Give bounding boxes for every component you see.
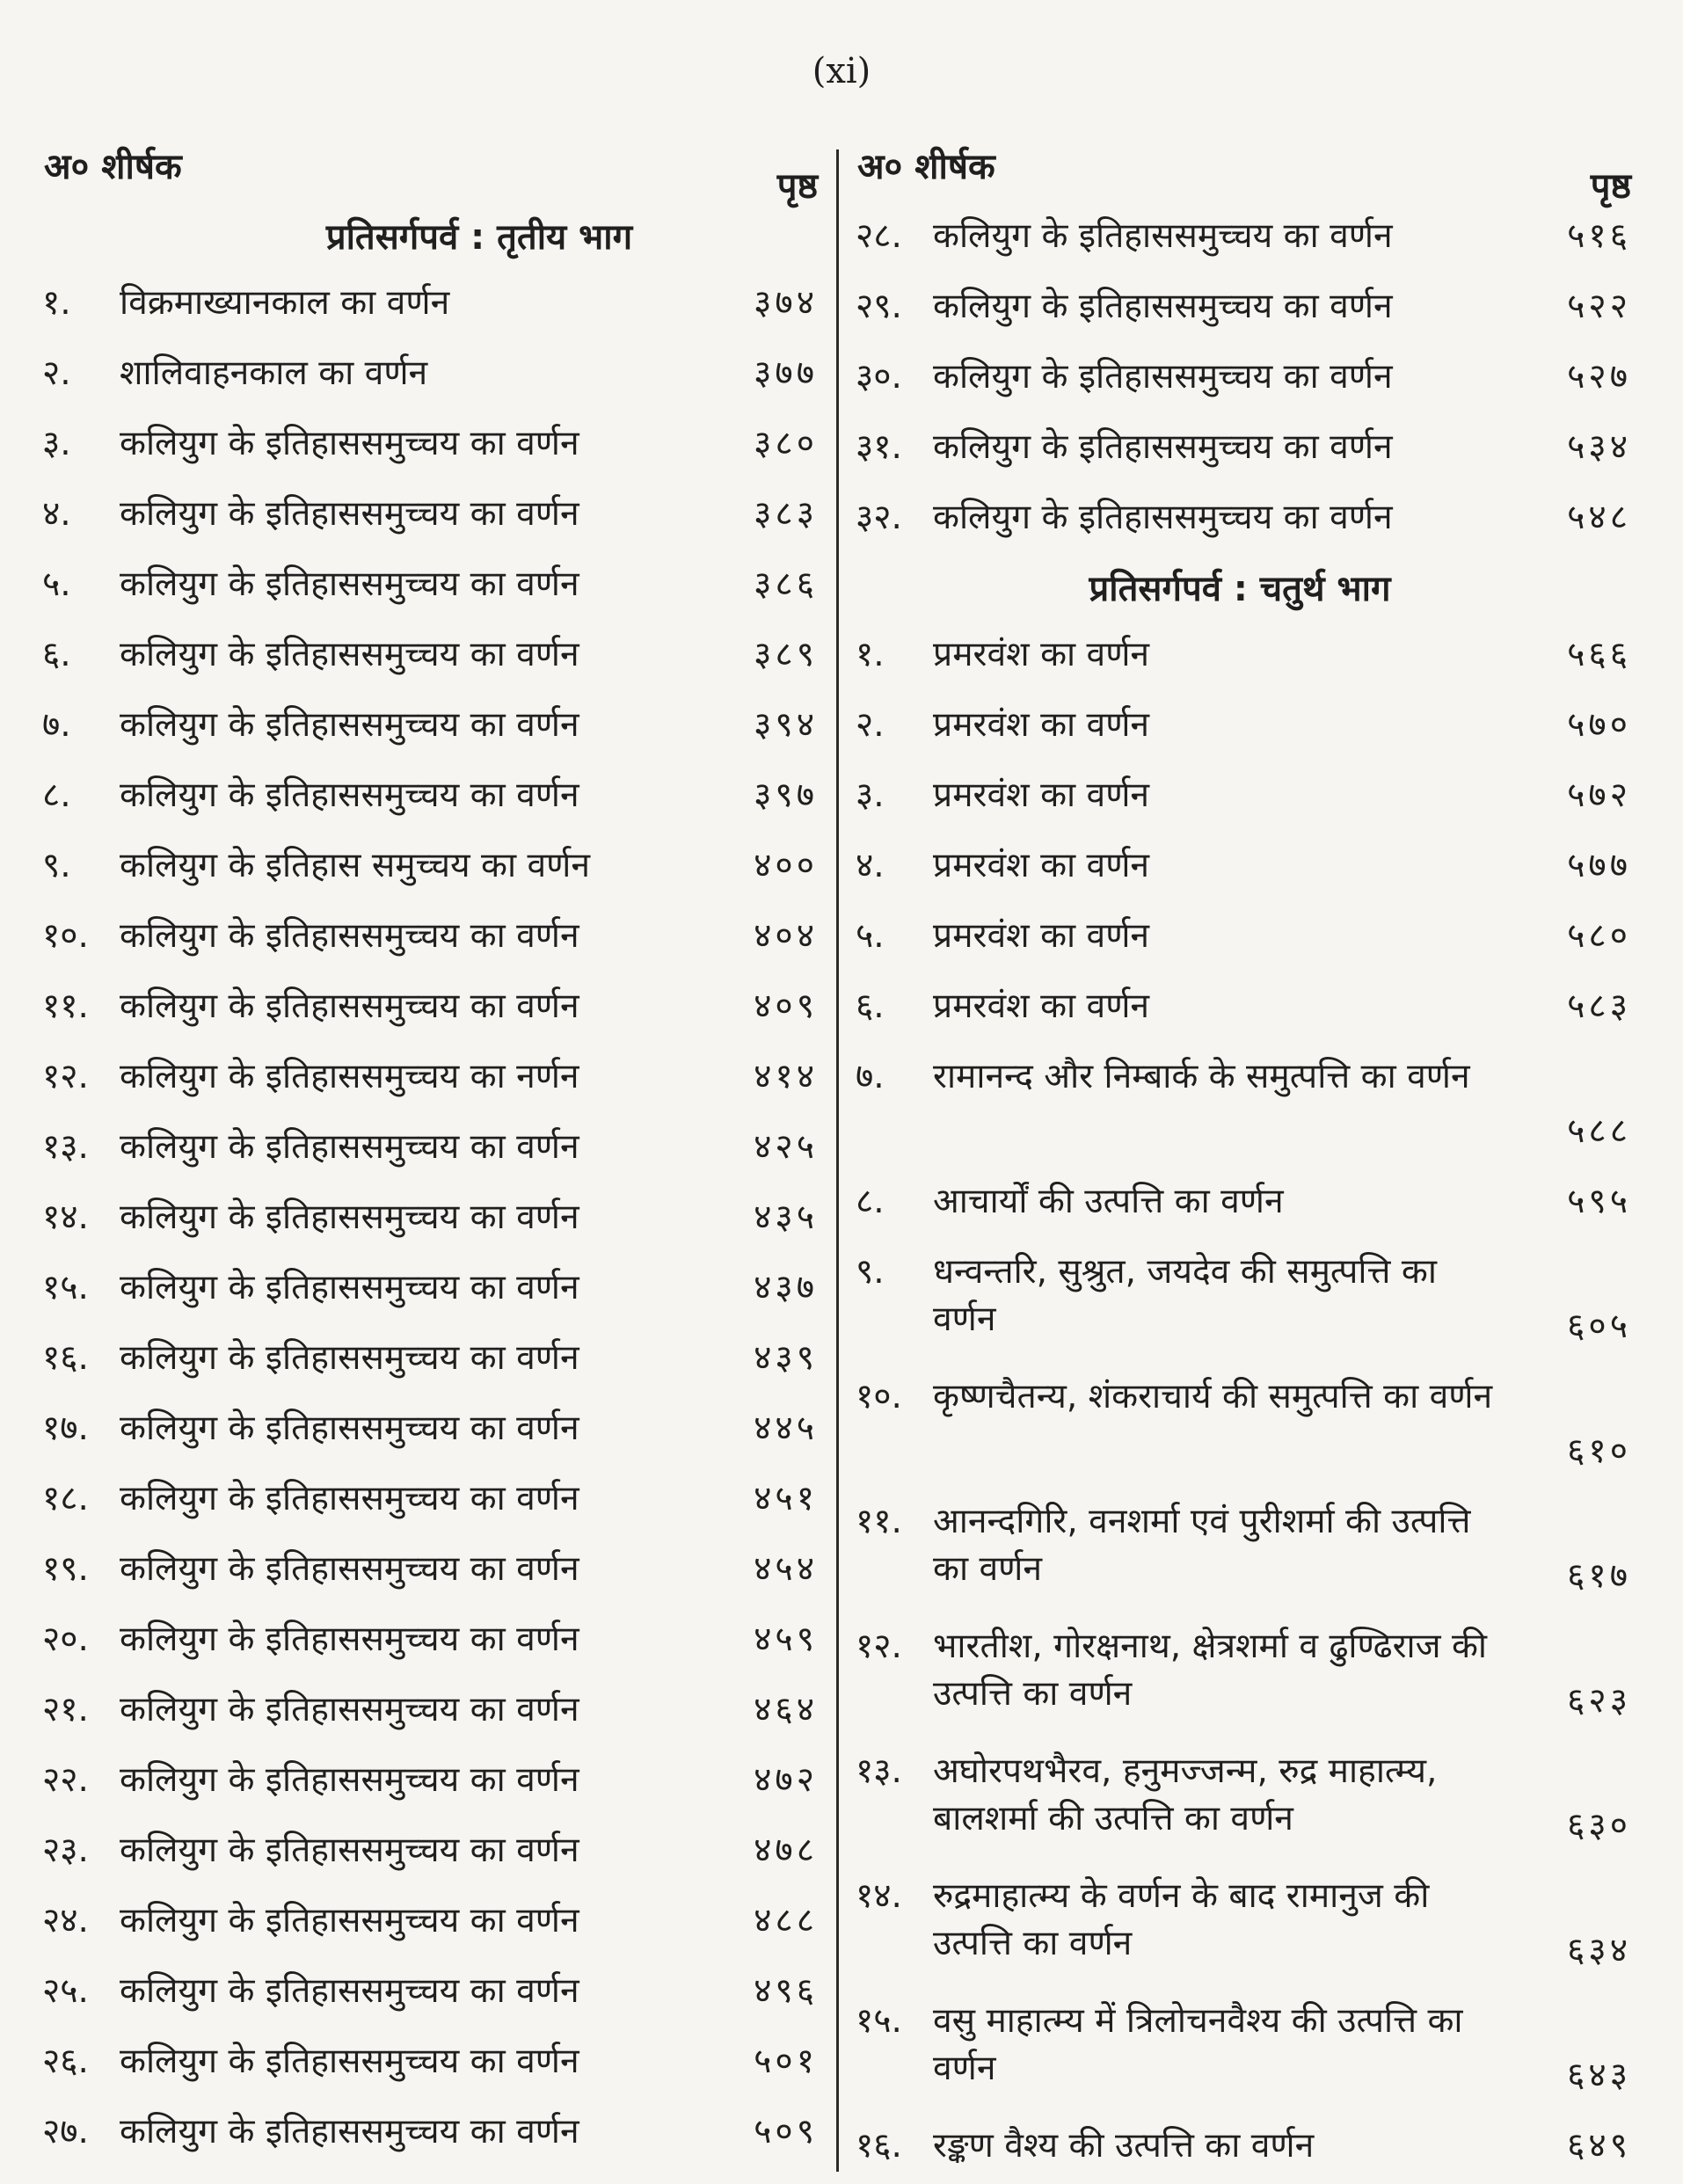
entry-number: ७. bbox=[42, 705, 71, 745]
entry-number: ३. bbox=[42, 424, 71, 463]
column-header bbox=[849, 141, 1631, 207]
toc-entry bbox=[849, 204, 1631, 274]
entry-number: ३. bbox=[856, 775, 885, 815]
entry-number: १६. bbox=[42, 1338, 89, 1378]
entry-title: कलियुग के इतिहाससमुच्चय का नर्णन bbox=[120, 1057, 579, 1096]
entry-number: १९. bbox=[42, 1549, 89, 1589]
entry-page: ५७२ bbox=[1567, 775, 1631, 815]
entry-title: आचार्यों की उत्पत्ति का वर्णन bbox=[933, 1182, 1284, 1221]
toc-entry bbox=[849, 693, 1631, 763]
entry-page: ४५१ bbox=[754, 1479, 818, 1518]
entry-page: ५८० bbox=[1567, 916, 1631, 956]
entry-number: ११. bbox=[42, 986, 89, 1026]
entry-title: प्रमरवंश का वर्णन bbox=[933, 635, 1150, 674]
entry-page: ३८९ bbox=[754, 635, 818, 674]
entry-number: ६. bbox=[856, 986, 885, 1026]
entry-title: कलियुग के इतिहाससमुच्चय का वर्णन bbox=[120, 986, 579, 1026]
entry-title: आनन्दगिरि, वनशर्मा एवं पुरीशर्मा की उत्पत्ति का वर्णन bbox=[933, 1502, 1471, 1589]
entry-number: २२. bbox=[42, 1760, 89, 1800]
entry-number: २. bbox=[856, 705, 885, 745]
entry-page: ५२२ bbox=[1567, 287, 1631, 326]
entry-number: ९. bbox=[42, 846, 71, 885]
entry-number: २४. bbox=[42, 1901, 89, 1940]
entry-number: २१. bbox=[42, 1690, 89, 1729]
toc-entry bbox=[35, 411, 818, 482]
section-title: प्रतिसर्गपर्व : चतुर्थ भाग bbox=[1089, 569, 1391, 609]
entry-number: ४. bbox=[42, 494, 71, 534]
entry-page: ५९५ bbox=[1567, 1182, 1631, 1221]
toc-entry bbox=[35, 341, 818, 411]
entry-page: ५८३ bbox=[1567, 986, 1631, 1026]
entry-title: कलियुग के इतिहाससमुच्चय का वर्णन bbox=[120, 2042, 579, 2081]
entry-page: ६१० bbox=[1567, 1431, 1631, 1471]
entry-title: रङ्कण वैश्य की उत्पत्ति का वर्णन bbox=[933, 2126, 1315, 2166]
entry-title: कलियुग के इतिहाससमुच्चय का वर्णन bbox=[120, 494, 579, 534]
toc-entries bbox=[35, 271, 818, 2170]
entry-title: कलियुग के इतिहाससमुच्चय का वर्णन bbox=[120, 1549, 579, 1589]
entry-title: रुद्रमाहात्म्य के वर्णन के बाद रामानुज की उत्पत्ति का वर्णन bbox=[933, 1876, 1430, 1963]
entry-page: ५२७ bbox=[1567, 357, 1631, 397]
entry-number: ३१. bbox=[856, 427, 902, 467]
toc-entry bbox=[35, 1256, 818, 1326]
entry-title: कलियुग के इतिहाससमुच्चय का वर्णन bbox=[120, 1690, 579, 1729]
entry-number: १५. bbox=[856, 2001, 902, 2041]
entry-title: कलियुग के इतिहाससमुच्चय का वर्णन bbox=[120, 1479, 579, 1518]
toc-entry bbox=[35, 1185, 818, 1256]
entry-page: ४७८ bbox=[754, 1831, 818, 1870]
entry-title: कलियुग के इतिहाससमुच्चय का वर्णन bbox=[120, 1901, 579, 1940]
entry-page: ६१७ bbox=[1567, 1556, 1631, 1596]
entry-title: कलियुग के इतिहाससमुच्चय का वर्णन bbox=[120, 635, 579, 674]
column-divider bbox=[836, 149, 839, 2172]
toc-right-column bbox=[849, 141, 1631, 2184]
toc-entry bbox=[849, 1864, 1631, 1989]
section-title: प्रतिसर्गपर्व : तृतीय भाग bbox=[325, 217, 633, 258]
entry-title: रामानन्द और निम्बार्क के समुत्पत्ति का वर्णन bbox=[933, 1057, 1470, 1096]
toc-entry bbox=[35, 693, 818, 763]
entry-title: कलियुग के इतिहाससमुच्चय का वर्णन bbox=[933, 287, 1393, 326]
entry-number: २७. bbox=[42, 2112, 89, 2151]
entry-page: ४०९ bbox=[754, 986, 818, 1026]
entry-number: ८. bbox=[42, 775, 71, 815]
entry-number: २९. bbox=[856, 287, 902, 326]
entry-page: ४३७ bbox=[754, 1268, 818, 1307]
toc-entry bbox=[35, 763, 818, 834]
toc-entry bbox=[35, 1326, 818, 1396]
entry-number: २३. bbox=[42, 1831, 89, 1870]
entry-number: ९. bbox=[856, 1252, 885, 1292]
entry-page: ४१४ bbox=[754, 1057, 818, 1096]
page-heading: पृष्ठ bbox=[1590, 166, 1631, 207]
entry-number: १७. bbox=[42, 1409, 89, 1448]
toc-entry bbox=[35, 622, 818, 693]
entry-page: ४७२ bbox=[754, 1760, 818, 1800]
entry-title: कलियुग के इतिहाससमुच्चय का वर्णन bbox=[120, 564, 579, 604]
toc-entry bbox=[35, 1748, 818, 1818]
entry-number: २६. bbox=[42, 2042, 89, 2081]
entry-page: ३७४ bbox=[754, 283, 818, 323]
entry-page: ३८० bbox=[754, 424, 818, 463]
entry-page: ४९६ bbox=[754, 1971, 818, 2011]
toc-entry bbox=[35, 552, 818, 622]
entry-page: ३८३ bbox=[754, 494, 818, 534]
entry-title: कलियुग के इतिहाससमुच्चय का वर्णन bbox=[120, 1198, 579, 1237]
entry-title: कलियुग के इतिहास समुच्चय का वर्णन bbox=[120, 846, 591, 885]
entry-number: १६. bbox=[856, 2126, 902, 2166]
entry-number: ११. bbox=[856, 1502, 902, 1541]
entry-title: प्रमरवंश का वर्णन bbox=[933, 705, 1150, 745]
entry-title: कलियुग के इतिहाससमुच्चय का वर्णन bbox=[120, 1409, 579, 1448]
entry-number: ३०. bbox=[856, 357, 902, 397]
toc-entry bbox=[849, 1169, 1631, 1240]
toc-entry bbox=[849, 834, 1631, 904]
toc-entry bbox=[849, 274, 1631, 345]
entry-title: प्रमरवंश का वर्णन bbox=[933, 916, 1150, 956]
page-number: (xi) bbox=[812, 51, 871, 91]
toc-entry bbox=[849, 1240, 1631, 1365]
toc-entry bbox=[849, 1614, 1631, 1739]
entry-page: ६३४ bbox=[1567, 1931, 1631, 1970]
entry-number: २५. bbox=[42, 1971, 89, 2011]
entry-title: कलियुग के इतिहाससमुच्चय का वर्णन bbox=[120, 1971, 579, 2011]
entry-number: १३. bbox=[42, 1127, 89, 1167]
toc-entry bbox=[849, 904, 1631, 974]
toc-entry bbox=[35, 834, 818, 904]
entry-number: १५. bbox=[42, 1268, 89, 1307]
toc-entry bbox=[35, 482, 818, 552]
entry-number: ६. bbox=[42, 635, 71, 674]
toc-entry bbox=[849, 763, 1631, 834]
entry-page: ५७० bbox=[1567, 705, 1631, 745]
entry-number: १०. bbox=[42, 916, 89, 956]
entry-title: कलियुग के इतिहाससमुच्चय का वर्णन bbox=[933, 498, 1393, 537]
toc-left-column bbox=[35, 141, 818, 2170]
toc-entry bbox=[35, 1396, 818, 1467]
toc-entry bbox=[35, 1045, 818, 1115]
toc-entry bbox=[849, 345, 1631, 415]
entry-number: ५. bbox=[856, 916, 885, 956]
entry-title: कलियुग के इतिहाससमुच्चय का वर्णन bbox=[933, 427, 1393, 467]
entry-page: ४२५ bbox=[754, 1127, 818, 1167]
toc-entry bbox=[35, 1115, 818, 1185]
chapter-title-heading: अ० शीर्षक bbox=[857, 147, 995, 187]
entry-page: ६३० bbox=[1567, 1806, 1631, 1845]
entry-title: कलियुग के इतिहाससमुच्चय का वर्णन bbox=[120, 705, 579, 745]
entry-page: ३९७ bbox=[754, 775, 818, 815]
toc-entry bbox=[35, 271, 818, 341]
entry-page: ५०९ bbox=[754, 2112, 818, 2151]
toc-entry bbox=[849, 1365, 1631, 1489]
entry-page: ४८८ bbox=[754, 1901, 818, 1940]
entry-page: ६४३ bbox=[1567, 2056, 1631, 2095]
entry-title: कलियुग के इतिहाससमुच्चय का वर्णन bbox=[120, 1268, 579, 1307]
toc-entry bbox=[849, 1989, 1631, 2114]
entry-title: कलियुग के इतिहाससमुच्चय का वर्णन bbox=[120, 1127, 579, 1167]
entry-number: ४. bbox=[856, 846, 885, 885]
entry-number: १८. bbox=[42, 1479, 89, 1518]
entry-title: कलियुग के इतिहाससमुच्चय का वर्णन bbox=[120, 2112, 579, 2151]
toc-entry bbox=[35, 904, 818, 974]
entry-number: ७. bbox=[856, 1057, 885, 1096]
entry-title: कलियुग के इतिहाससमुच्चय का वर्णन bbox=[120, 916, 579, 956]
entry-number: १. bbox=[856, 635, 885, 674]
entry-number: १४. bbox=[856, 1876, 902, 1916]
toc-entry bbox=[849, 974, 1631, 1045]
entry-page: ५८८ bbox=[1567, 1111, 1631, 1151]
entry-number: २०. bbox=[42, 1620, 89, 1659]
entry-page: ४३५ bbox=[754, 1198, 818, 1237]
entry-title: कलियुग के इतिहाससमुच्चय का वर्णन bbox=[933, 357, 1393, 397]
entry-number: १३. bbox=[856, 1751, 902, 1791]
entry-page: ४३९ bbox=[754, 1338, 818, 1378]
toc-entry bbox=[849, 485, 1631, 556]
entry-number: १२. bbox=[856, 1627, 902, 1666]
entry-page: ६०५ bbox=[1567, 1307, 1631, 1346]
entry-title: विक्रमाख्यानकाल का वर्णन bbox=[120, 283, 450, 323]
entry-page: ४४५ bbox=[754, 1409, 818, 1448]
entry-title: कलियुग के इतिहाससमुच्चय का वर्णन bbox=[120, 1620, 579, 1659]
entry-page: ५४८ bbox=[1567, 498, 1631, 537]
toc-entry bbox=[849, 1739, 1631, 1864]
toc-entry bbox=[849, 2114, 1631, 2184]
entry-title: प्रमरवंश का वर्णन bbox=[933, 986, 1150, 1026]
entry-number: ८. bbox=[856, 1182, 885, 1221]
toc-entry bbox=[35, 974, 818, 1045]
entry-title: वसु माहात्म्य में त्रिलोचनवैश्य की उत्पत्ति का वर्णन bbox=[933, 2001, 1463, 2088]
toc-entry bbox=[849, 1489, 1631, 1614]
entry-page: ५७७ bbox=[1567, 846, 1631, 885]
entry-title: प्रमरवंश का वर्णन bbox=[933, 846, 1150, 885]
toc-entry bbox=[35, 1889, 818, 1959]
entry-number: ५. bbox=[42, 564, 71, 604]
toc-entries bbox=[849, 204, 1631, 556]
entry-page: ३९४ bbox=[754, 705, 818, 745]
entry-number: १२. bbox=[42, 1057, 89, 1096]
toc-entry bbox=[849, 1045, 1631, 1169]
entry-title: अघोरपथभैरव, हनुमज्जन्म, रुद्र माहात्म्य, बालशर्मा की उत्पत्ति का वर्णन bbox=[933, 1751, 1438, 1838]
entry-page: ३७७ bbox=[754, 353, 818, 393]
entry-page: ५०१ bbox=[754, 2042, 818, 2081]
entry-title: कलियुग के इतिहाससमुच्चय का वर्णन bbox=[120, 1831, 579, 1870]
entry-title: शालिवाहनकाल का वर्णन bbox=[120, 353, 428, 393]
entry-title: प्रमरवंश का वर्णन bbox=[933, 775, 1150, 815]
entry-title: कलियुग के इतिहाससमुच्चय का वर्णन bbox=[120, 1338, 579, 1378]
toc-entry bbox=[849, 415, 1631, 485]
toc-entry bbox=[849, 622, 1631, 693]
entry-title: कलियुग के इतिहाससमुच्चय का वर्णन bbox=[120, 1760, 579, 1800]
entry-page: ५६६ bbox=[1567, 635, 1631, 674]
entry-page: ४०४ bbox=[754, 916, 818, 956]
entry-number: १. bbox=[42, 283, 71, 323]
toc-entry bbox=[35, 1537, 818, 1607]
page-heading: पृष्ठ bbox=[776, 166, 818, 207]
entry-title: भारतीश, गोरक्षनाथ, क्षेत्रशर्मा व ढुण्ढिराज की उत्पत्ति का वर्णन bbox=[933, 1627, 1488, 1714]
entry-page: ३८६ bbox=[754, 564, 818, 604]
toc-entry bbox=[35, 1467, 818, 1537]
chapter-title-heading: अ० शीर्षक bbox=[44, 147, 182, 187]
toc-entry bbox=[35, 1818, 818, 1889]
entry-page: ४५९ bbox=[754, 1620, 818, 1659]
toc-entry bbox=[35, 2029, 818, 2100]
entry-number: १४. bbox=[42, 1198, 89, 1237]
entry-page: ४०० bbox=[754, 846, 818, 885]
entry-number: २८. bbox=[856, 216, 902, 256]
entry-page: ६२३ bbox=[1567, 1681, 1631, 1721]
entry-page: ६४९ bbox=[1567, 2126, 1631, 2166]
entry-page: ४५४ bbox=[754, 1549, 818, 1589]
entry-page: ४६४ bbox=[754, 1690, 818, 1729]
toc-entries bbox=[849, 622, 1631, 2184]
entry-title: कलियुग के इतिहाससमुच्चय का वर्णन bbox=[120, 775, 579, 815]
toc-entry bbox=[35, 1959, 818, 2029]
entry-number: ३२. bbox=[856, 498, 902, 537]
column-header bbox=[35, 141, 818, 207]
entry-title: कलियुग के इतिहाससमुच्चय का वर्णन bbox=[933, 216, 1393, 256]
entry-number: २. bbox=[42, 353, 71, 393]
entry-title: धन्वन्तरि, सुश्रुत, जयदेव की समुत्पत्ति का वर्णन bbox=[933, 1252, 1437, 1339]
toc-entry bbox=[35, 1678, 818, 1748]
entry-number: १०. bbox=[856, 1377, 902, 1416]
entry-title: कलियुग के इतिहाससमुच्चय का वर्णन bbox=[120, 424, 579, 463]
entry-page: ५१६ bbox=[1567, 216, 1631, 256]
toc-entry bbox=[35, 1607, 818, 1678]
toc-entry bbox=[35, 2100, 818, 2170]
entry-title: कृष्णचैतन्य, शंकराचार्य की समुत्पत्ति का वर्णन bbox=[933, 1377, 1493, 1416]
entry-page: ५३४ bbox=[1567, 427, 1631, 467]
